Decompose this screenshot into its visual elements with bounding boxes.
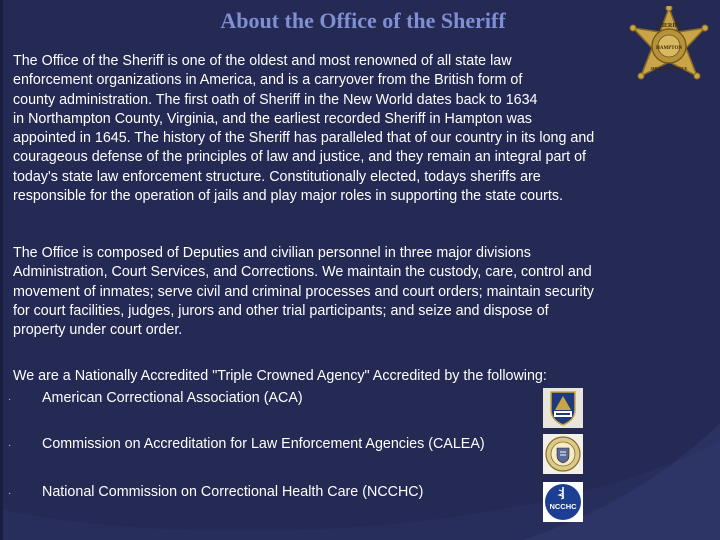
accreditation-item [8,484,423,500]
bullet-icon: · [8,394,12,405]
ncchc-logo-text: NCCHC [549,502,577,511]
accreditation-label: American Correctional Association (ACA) [42,390,303,406]
aca-logo-icon [543,388,583,428]
accreditation-label: National Commission on Correctional Health Care (NCCHC) [42,484,424,500]
accreditation-item [8,390,303,406]
history-paragraph: The Office of the Sheriff is one of the oldest and most renowned of all state law enforcement organizations in America, and is a carryover from the British form of county administration. The first oath of Sheriff in the New World dates back to 1634 in Northampton County, Virginia, and the earliest recorded Sheriff in Hampton was appointed in 1645. The history of the Sheriff has paralleled that of our country in its long and courageous defense of the principles of law and justice, and they remain an integral part of today's state law enforcement structure. Constitutionally elected, todays sheriffs are responsible for the operation of jails and play major roles in supporting the state courts. [13,53,595,205]
bullet-icon: · [8,488,12,499]
ncchc-logo-icon [543,482,583,522]
accreditation-intro: We are a Nationally Accredited "Triple Crowned Agency" Accredited by the following: [13,368,547,384]
badge-top-text: SHERIFF [655,23,683,29]
page-title: About the Office of the Sheriff [220,8,506,33]
badge-bottom-text: SHERIFF'S OFFICE [650,66,688,71]
bullet-icon: · [8,440,12,451]
divisions-paragraph: The Office is composed of Deputies and civilian personnel in three major divisions Administration, Court Services, and Corrections. We maintain the custody, care, control and movement of inmates; serve civil and criminal processes and court orders; maintain security for court facilities, judges, jurors and other trial participants; and seize and dispose of property under court order. [13,245,594,339]
accreditation-label: Commission on Accreditation for Law Enforcement Agencies (CALEA) [42,436,485,452]
accreditation-item [8,436,485,452]
badge-county-text: HAMPTON [655,46,683,51]
calea-seal-icon [543,434,583,474]
